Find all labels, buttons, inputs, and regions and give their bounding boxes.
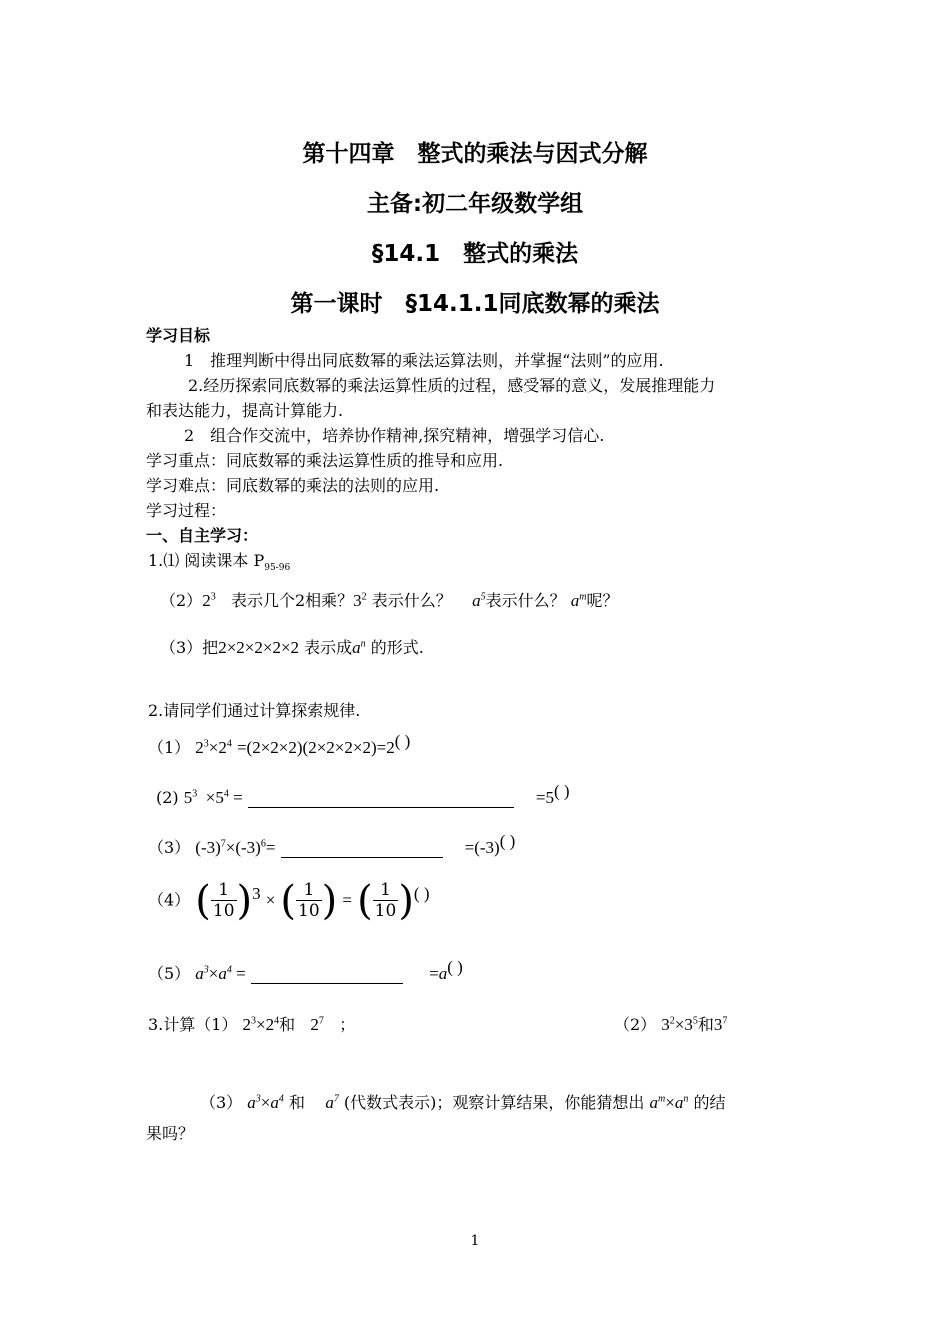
objective-1: 1 推理判断中得出同底数幂的乘法运算法则，并掌握“法则”的应用. xyxy=(184,351,664,370)
objective-3: 2 组合作交流中，培养协作精神,探究精神，增强学习信心. xyxy=(184,426,605,445)
answer-blank[interactable] xyxy=(248,791,514,808)
q2-row3: （3） $(-3)^7\times(-3)^6=$ =(-3)( ) xyxy=(148,831,516,857)
section-title: §14.1 整式的乘法 xyxy=(371,241,579,267)
q1-part3: （3）把2×2×2×2×2 表示成$a^n$ 的形式. xyxy=(160,638,424,657)
q3-part2: （2） $3^2\times 3^5$和$3^7$ xyxy=(614,1015,728,1034)
q2-row1: （1） $2^3\times 2^4 =(2\times 2\times 2)(2\times 2\times 2\times 2)=2^{( )}$ xyxy=(148,731,411,757)
objective-2a: 2.经历探索同底数幂的乘法运算性质的过程，感受幂的意义，发展推理能力 xyxy=(188,376,716,395)
q3-row1: 3.计算（1） $2^3\times 2^4$和 $2^7$ ； xyxy=(148,1015,356,1034)
answer-blank[interactable] xyxy=(251,967,403,984)
objectives-title: 学习目标 xyxy=(146,326,211,345)
q1-part1: 1.⑴ 阅读课本 $P_{95-96}$ xyxy=(148,551,291,574)
lesson-title: 第一课时 §14.1.1同底数幂的乘法 xyxy=(290,291,660,317)
q3-part3: （3） $a^3\times a^4$ 和 $a^7$ (代数式表示)；观察计算结果，你能猜想出 $a^m\times a^n$ 的结 xyxy=(200,1093,726,1112)
preparer-title: 主备:初二年级数学组 xyxy=(366,191,584,217)
q2-row2: (2) $5^3 \times 5^4$ = =5( ) xyxy=(156,781,570,807)
q1-part2: $(2)2^3$ 表示几个2相乘？$3^2$ 表示什么？ $a^5$表示什么？ $a^m$呢？ xyxy=(160,591,619,610)
study-difficulty: 学习难点：同底数幂的乘法的法则的应用. xyxy=(146,476,440,495)
part1-title: 一、自主学习： xyxy=(146,526,259,545)
q3-part3-cont: 果吗？ xyxy=(146,1124,195,1143)
page-number: 1 xyxy=(470,1233,480,1249)
study-process: 学习过程： xyxy=(146,501,227,520)
q2-row5: （5） $a^3\times a^4$ = =a( ) xyxy=(148,957,463,983)
q2-intro: 2.请同学们通过计算探索规律. xyxy=(148,701,361,720)
study-focus: 学习重点：同底数幂的乘法运算性质的推导和应用. xyxy=(146,451,504,470)
objective-2b: 和表达能力，提高计算能力. xyxy=(146,401,344,420)
q2-row4: （4） ( $\frac{1}{10}$ )$^3$ × ( $\frac{1}{10}$ ) = ( $\frac{1}{10}$ )( ) xyxy=(148,877,430,924)
answer-blank[interactable] xyxy=(281,841,443,858)
chapter-title: 第十四章 整式的乘法与因式分解 xyxy=(302,141,648,167)
